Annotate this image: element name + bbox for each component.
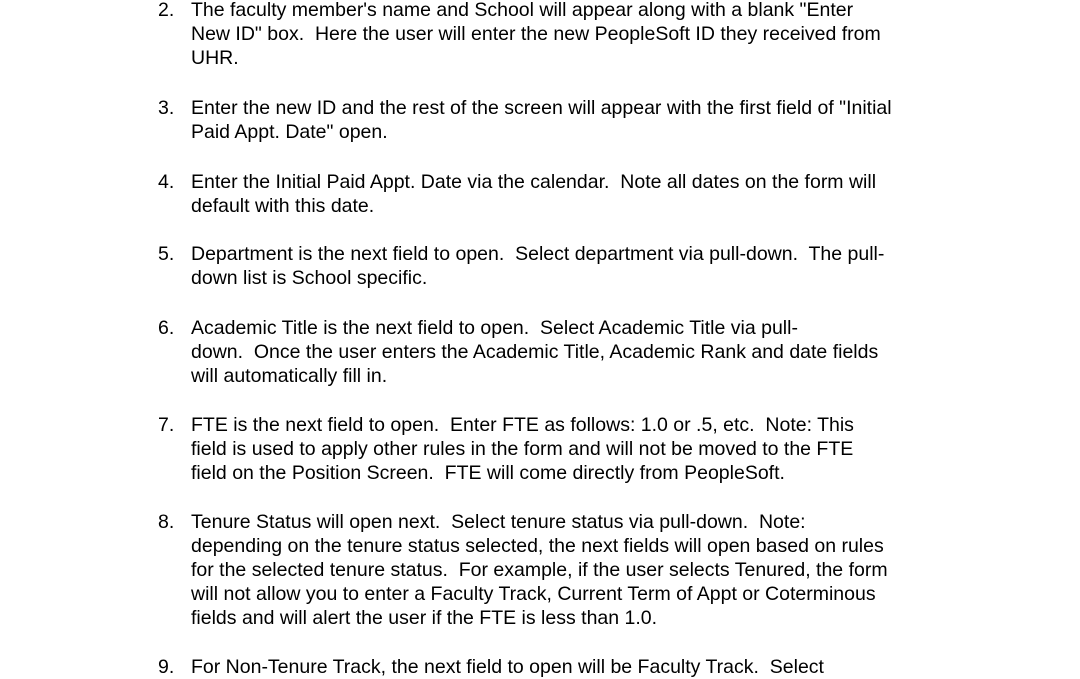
list-item-number: 6. [158, 317, 175, 339]
list-item-text-line: field on the Position Screen. FTE will come directly from PeopleSoft. [191, 462, 785, 484]
list-item-number: 7. [158, 414, 175, 436]
list-item-number: 2. [158, 0, 175, 21]
list-item-number: 9. [158, 656, 175, 678]
list-item-text-line: Enter the new ID and the rest of the screen will appear with the first field of "Initial [191, 97, 892, 119]
list-item-text-line: The faculty member's name and School will appear along with a blank "Enter [191, 0, 854, 21]
list-item-text-line: Academic Title is the next field to open. Select Academic Title via pull- [191, 317, 798, 339]
list-item-text-line: down list is School specific. [191, 267, 428, 289]
list-item-text-line: will not allow you to enter a Faculty Track, Current Term of Appt or Coterminous [191, 583, 876, 605]
list-item-number: 3. [158, 97, 175, 119]
list-item-text-line: Tenure Status will open next. Select tenure status via pull-down. Note: [191, 511, 806, 533]
list-item-text-line: New ID" box. Here the user will enter the new PeopleSoft ID they received from [191, 23, 881, 45]
list-item-number: 4. [158, 171, 175, 193]
list-item-text-line: Paid Appt. Date" open. [191, 121, 388, 143]
list-item-text-line: for the selected tenure status. For example, if the user selects Tenured, the form [191, 559, 888, 581]
list-item-number: 8. [158, 511, 175, 533]
list-item-text-line: down. Once the user enters the Academic Title, Academic Rank and date fields [191, 341, 879, 363]
list-item-text-line: will automatically fill in. [191, 365, 388, 387]
list-item-text-line: Enter the Initial Paid Appt. Date via the calendar. Note all dates on the form will [191, 171, 877, 193]
list-item-text-line: field is used to apply other rules in the form and will not be moved to the FTE [191, 438, 854, 460]
list-item-text-line: Department is the next field to open. Select department via pull-down. The pull- [191, 243, 885, 265]
list-item-text-line: UHR. [191, 47, 239, 69]
list-item-text-line: FTE is the next field to open. Enter FTE as follows: 1.0 or .5, etc. Note: This [191, 414, 854, 436]
list-item-text-line: fields and will alert the user if the FTE is less than 1.0. [191, 607, 658, 629]
list-item-text-line: depending on the tenure status selected, the next fields will open based on rules [191, 535, 884, 557]
list-item-number: 5. [158, 243, 175, 265]
list-item-text-line: default with this date. [191, 195, 375, 217]
list-item-text-line: For Non-Tenure Track, the next field to open will be Faculty Track. Select [191, 656, 824, 678]
